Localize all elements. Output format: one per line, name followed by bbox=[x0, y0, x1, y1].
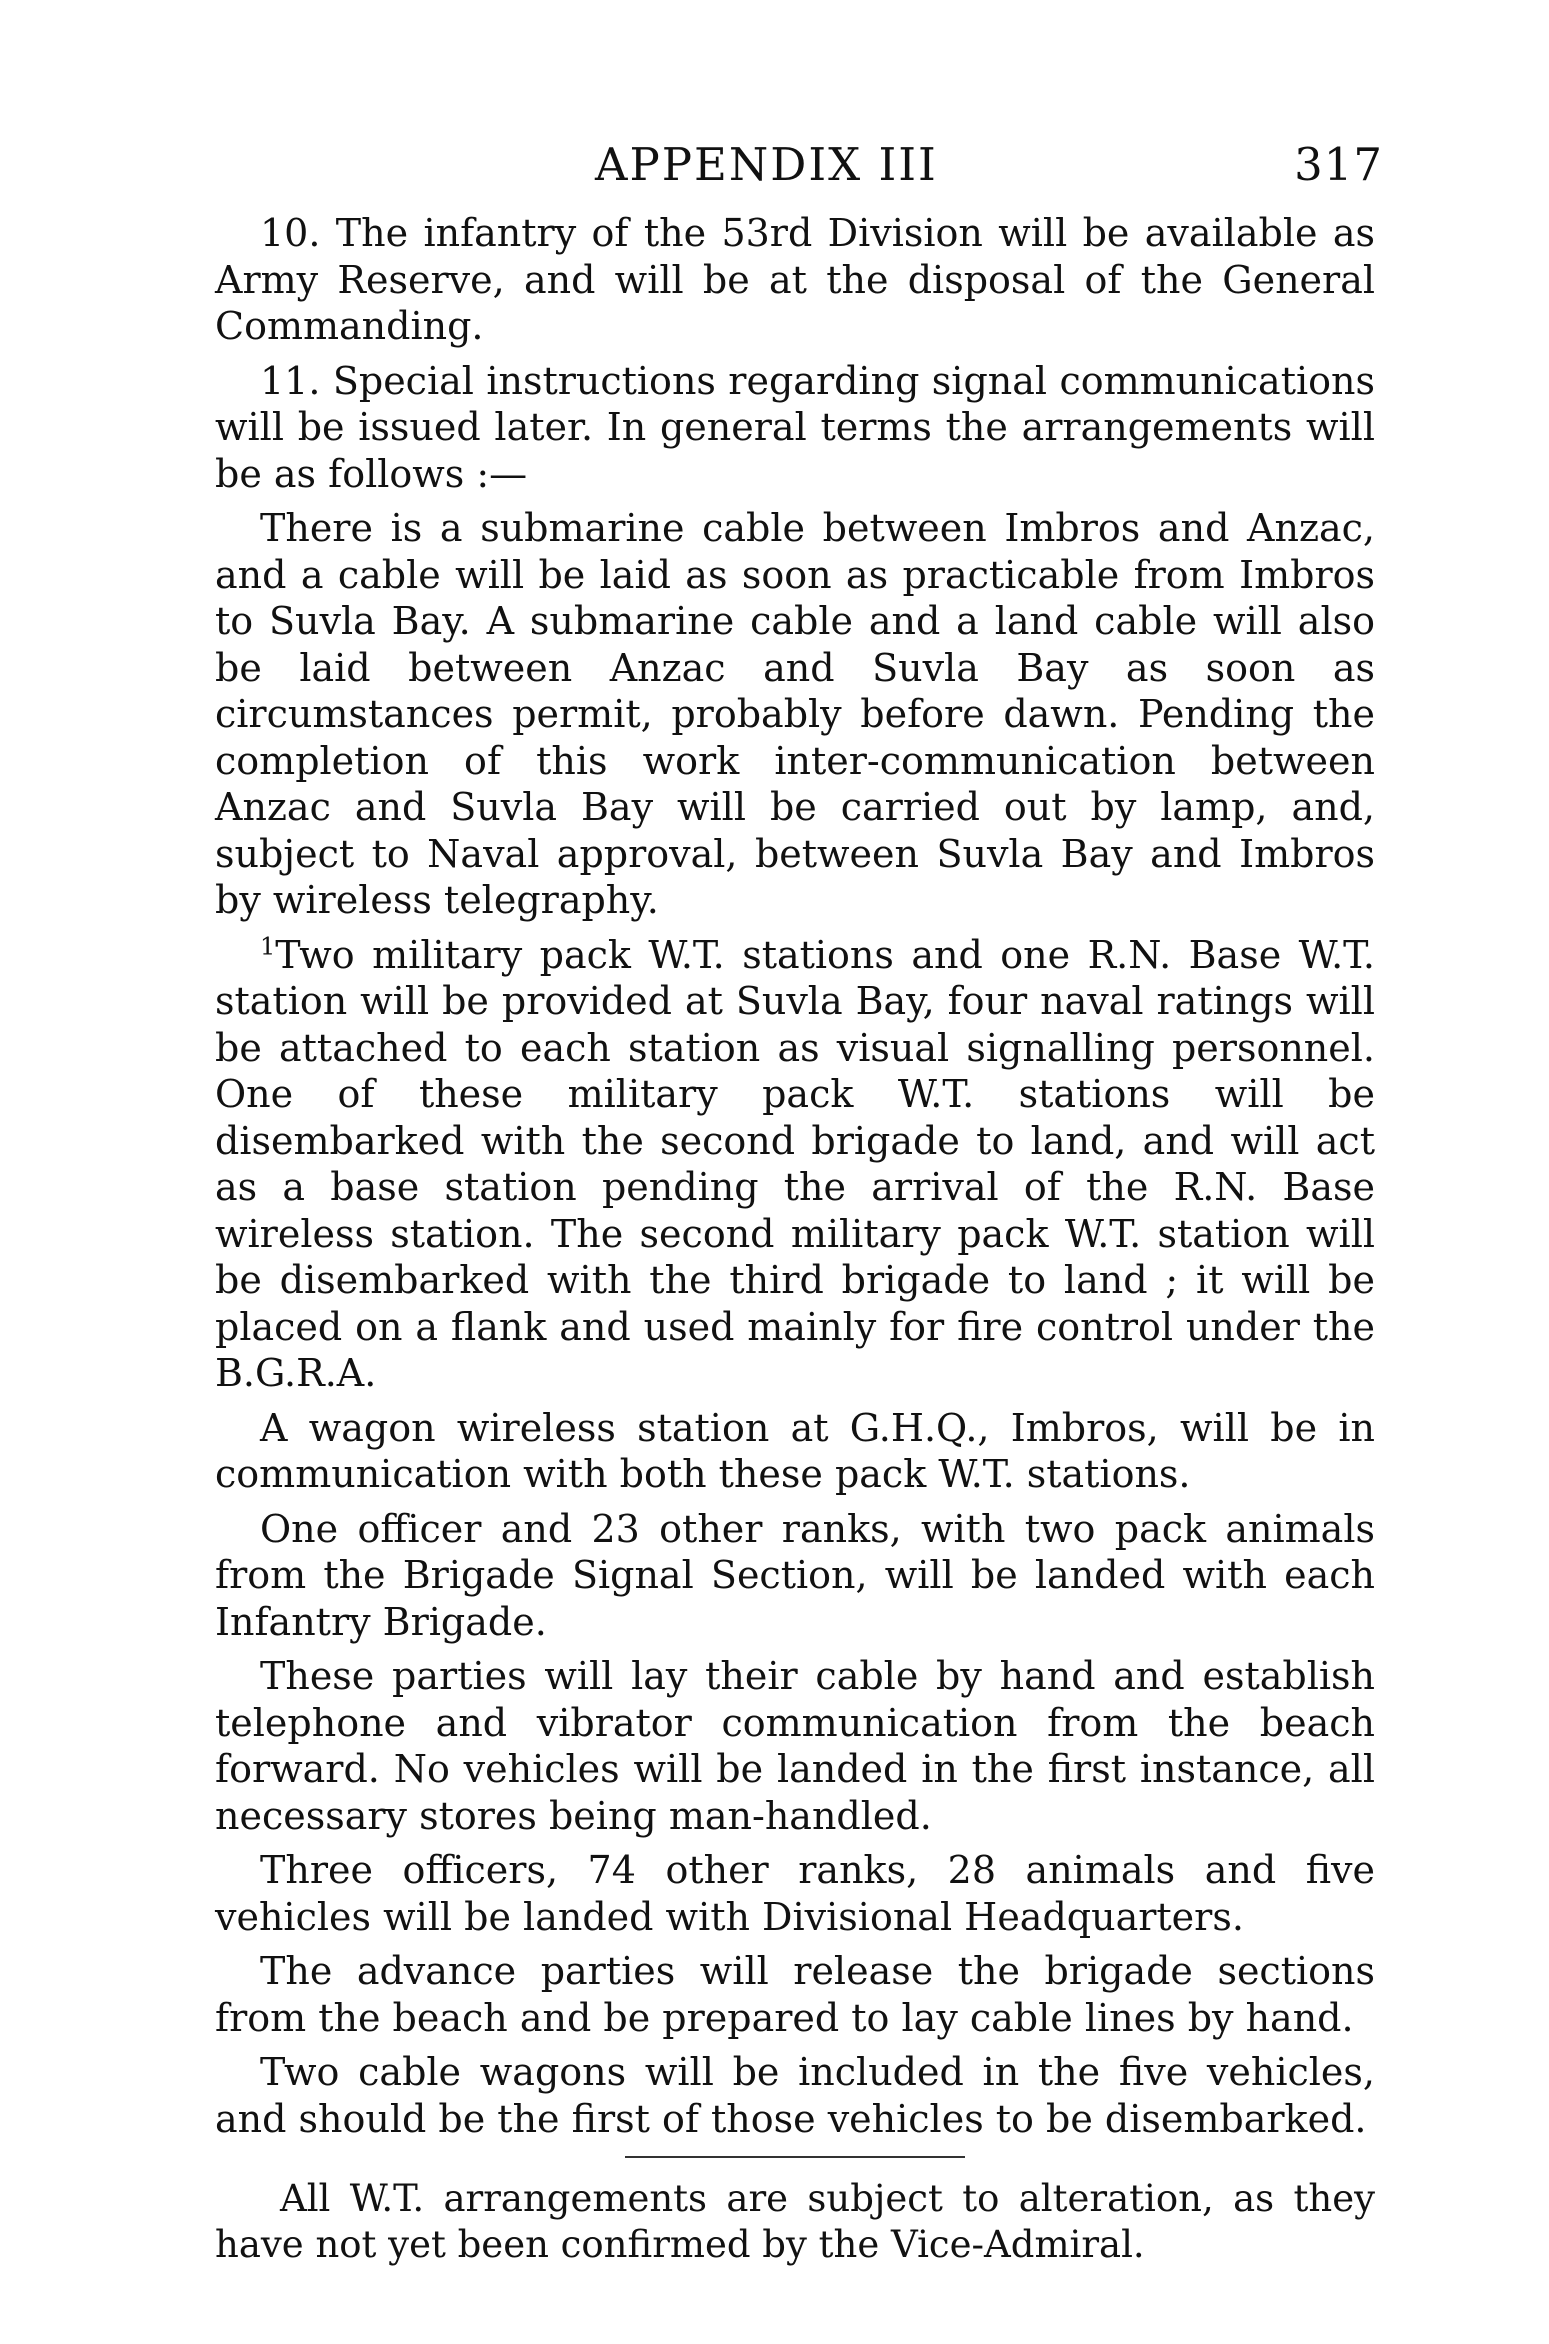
paragraph: These parties will lay their cable by hand and establish telephone and vibrator communication from the beach forward. No vehicles will be landed in the first instance, all necessary stores being man-handled. bbox=[215, 1654, 1375, 1838]
paragraph: 11. Special instructions regarding signal communications will be issued later. In general terms the arrangements will be as follows :— bbox=[215, 358, 1375, 496]
paragraph-with-footnote bbox=[215, 932, 1375, 1397]
page-number: 317 bbox=[1294, 138, 1383, 191]
paragraph: One officer and 23 other ranks, with two pack animals from the Brigade Signal Section, will be landed with each Infantry Brigade. bbox=[215, 1506, 1375, 1644]
footnote-divider bbox=[625, 2156, 965, 2158]
footnote-marker: 1 bbox=[260, 931, 276, 960]
paragraph: 10. The infantry of the 53rd Division will be available as Army Reserve, and will be at the disposal of the General Commanding. bbox=[215, 211, 1375, 348]
footnote-text: All W.T. arrangements are subject to alteration, as they have not yet been confirmed by the Vice-Admiral. bbox=[215, 2177, 1375, 2266]
paragraph-text: Two military pack W.T. stations and one R.N. Base W.T. station will be provided at Suvla Bay, four naval ratings will be attached to each station as visual signalling personnel. One of these military pack W.T. stations will be disembarked with the second brigade to land, and will act as a base station pending the arrival of the R.N. Base wireless station. The second military pack W.T. station will be disembarked with the third brigade to land ; it will be placed on a flank and used mainly for fire control under the B.G.R.A. bbox=[215, 932, 1375, 1395]
running-title: APPENDIX III bbox=[595, 138, 938, 191]
paragraph: There is a submarine cable between Imbros and Anzac, and a cable will be laid as soon as practicable from Imbros to Suvla Bay. A submarine cable and a land cable will also be laid between Anzac and Suvla Bay as soon as circumstances permit, probably before dawn. Pending the completion of this work inter-communication between Anzac and Suvla Bay will be carried out by lamp, and, subject to Naval approval, between Suvla Bay and Imbros by wireless telegraphy. bbox=[215, 506, 1375, 922]
footnote bbox=[215, 2176, 1375, 2268]
page-body bbox=[215, 210, 1375, 2142]
paragraph: Three officers, 74 other ranks, 28 animals and five vehicles will be landed with Divisional Headquarters. bbox=[215, 1848, 1375, 1939]
paragraph: Two cable wagons will be included in the five vehicles, and should be the first of those vehicles to be disembarked. bbox=[215, 2050, 1375, 2141]
paragraph: A wagon wireless station at G.H.Q., Imbros, will be in communication with both these pack W.T. stations. bbox=[215, 1405, 1375, 1496]
book-page bbox=[215, 118, 1383, 2268]
paragraph: The advance parties will release the brigade sections from the beach and be prepared to lay cable lines by hand. bbox=[215, 1949, 1375, 2040]
running-header bbox=[215, 118, 1383, 210]
